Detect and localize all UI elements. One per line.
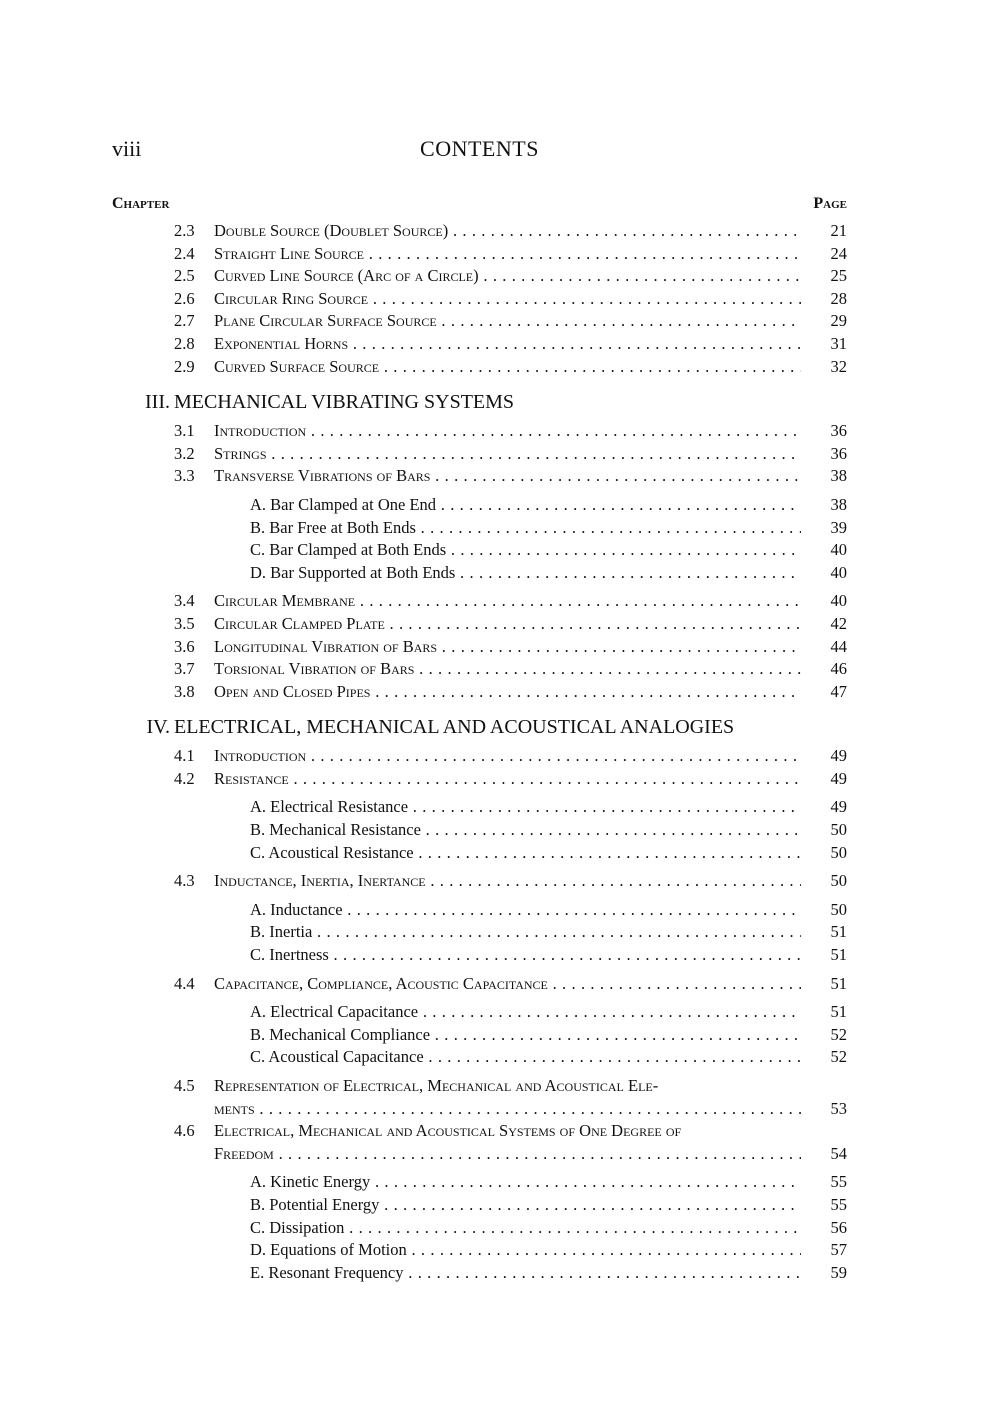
toc-subentry bbox=[112, 1046, 847, 1069]
toc-entry bbox=[112, 590, 847, 613]
toc-entry bbox=[112, 288, 847, 311]
toc-subentry bbox=[112, 562, 847, 585]
section-number: 4.5 bbox=[174, 1076, 195, 1095]
entry-title: B. Inertia . . . bbox=[250, 921, 801, 944]
toc-entry bbox=[112, 443, 847, 466]
section-number: 2.6 bbox=[174, 288, 195, 308]
entry-page-number: 21 bbox=[830, 221, 847, 240]
entry-title: B. Potential Energy . . . bbox=[250, 1194, 801, 1217]
toc-subentry bbox=[112, 1194, 847, 1217]
chapter-heading bbox=[112, 388, 847, 420]
toc-subentry bbox=[112, 1262, 847, 1285]
entry-title: Representation of Electrical, Mechanical and Acoustical Ele- bbox=[214, 1076, 659, 1095]
toc-entry bbox=[112, 465, 847, 488]
entry-title: Resistance . . . bbox=[214, 768, 801, 791]
entry-page-number: 40 bbox=[830, 591, 847, 611]
toc-entry bbox=[112, 768, 847, 791]
toc-entry bbox=[112, 1120, 847, 1143]
toc-entry bbox=[112, 356, 847, 379]
entry-title: Circular Membrane . . . bbox=[214, 590, 801, 613]
toc-subentry bbox=[112, 1217, 847, 1240]
entry-page-number: 50 bbox=[830, 871, 847, 891]
entry-title: B. Mechanical Resistance . . . bbox=[250, 819, 801, 842]
chapter-numeral: IV. bbox=[146, 716, 170, 739]
toc-entry bbox=[112, 636, 847, 659]
entry-page-number: 49 bbox=[830, 746, 847, 766]
toc-subentry bbox=[112, 517, 847, 540]
entry-title: C. Inertness . . . bbox=[250, 944, 801, 967]
section-number: 2.3 bbox=[174, 221, 195, 240]
toc-subentry bbox=[112, 944, 847, 967]
entry-title: Curved Surface Source . . . bbox=[214, 356, 801, 379]
entry-page-number: 55 bbox=[830, 1172, 847, 1192]
entry-page-number: 32 bbox=[830, 356, 847, 376]
chapter-title: ELECTRICAL, MECHANICAL AND ACOUSTICAL ANALOGIES bbox=[174, 716, 735, 739]
entry-page-number: 44 bbox=[830, 636, 847, 656]
entry-page-number: 24 bbox=[830, 243, 847, 263]
entry-page-number: 51 bbox=[830, 922, 847, 942]
toc-subentry bbox=[112, 796, 847, 819]
toc-subentry bbox=[112, 1239, 847, 1262]
chapter-title: MECHANICAL VIBRATING SYSTEMS bbox=[174, 391, 515, 414]
toc-entry bbox=[112, 658, 847, 681]
section-number: 3.8 bbox=[174, 681, 195, 701]
entry-page-number: 55 bbox=[830, 1194, 847, 1214]
entry-title: C. Acoustical Resistance . . . bbox=[250, 842, 801, 865]
entry-title: D. Bar Supported at Both Ends . . . bbox=[250, 562, 801, 585]
section-number: 3.1 bbox=[174, 421, 195, 441]
section-number: 2.9 bbox=[174, 356, 195, 376]
chapter-numeral: III. bbox=[145, 391, 170, 414]
entry-title: C. Acoustical Capacitance . . . bbox=[250, 1046, 801, 1069]
section-number: 2.7 bbox=[174, 311, 195, 331]
toc-entry bbox=[112, 973, 847, 996]
entry-title: Inductance, Inertia, Inertance . . . bbox=[214, 870, 801, 893]
toc-subentry bbox=[112, 539, 847, 562]
page-column-label: Page bbox=[813, 195, 847, 212]
entry-title: Plane Circular Surface Source . . . bbox=[214, 310, 801, 333]
entry-title: A. Bar Clamped at One End . . . bbox=[250, 494, 801, 517]
entry-title: Introduction . . . bbox=[214, 745, 801, 768]
entry-title: C. Bar Clamped at Both Ends . . . bbox=[250, 539, 801, 562]
entry-page-number: 31 bbox=[830, 333, 847, 353]
section-number: 4.3 bbox=[174, 871, 195, 891]
toc-subentry bbox=[112, 1001, 847, 1024]
entry-title: A. Electrical Capacitance . . . bbox=[250, 1001, 801, 1024]
toc-subentry bbox=[112, 842, 847, 865]
section-number: 4.6 bbox=[174, 1121, 195, 1141]
entry-title: B. Bar Free at Both Ends . . . bbox=[250, 517, 801, 540]
entry-title: Circular Clamped Plate . . . bbox=[214, 613, 801, 636]
entry-title: Open and Closed Pipes . . . bbox=[214, 681, 801, 704]
entry-page-number: 46 bbox=[830, 659, 847, 679]
section-number: 3.7 bbox=[174, 659, 195, 679]
entry-page-number: 59 bbox=[830, 1262, 847, 1282]
toc-subentry bbox=[112, 899, 847, 922]
entry-title: E. Resonant Frequency . . . bbox=[250, 1262, 801, 1285]
entry-page-number: 52 bbox=[830, 1047, 847, 1067]
entry-title: Introduction . . . bbox=[214, 420, 801, 443]
toc-subentry bbox=[112, 1024, 847, 1047]
entry-page-number: 25 bbox=[830, 266, 847, 286]
page-number: viii bbox=[112, 136, 142, 161]
toc-subentry bbox=[112, 921, 847, 944]
section-number: 4.4 bbox=[174, 973, 195, 993]
entry-page-number: 54 bbox=[830, 1143, 847, 1163]
toc-entry bbox=[112, 220, 847, 243]
entry-page-number: 50 bbox=[830, 899, 847, 919]
entry-title: C. Dissipation . . . bbox=[250, 1217, 801, 1240]
toc-entry bbox=[112, 333, 847, 356]
section-number: 4.1 bbox=[174, 746, 195, 766]
section-number: 4.2 bbox=[174, 768, 195, 788]
entry-title: Circular Ring Source . . . bbox=[214, 288, 801, 311]
entry-page-number: 38 bbox=[830, 494, 847, 514]
section-number: 3.4 bbox=[174, 591, 195, 611]
section-number: 2.4 bbox=[174, 243, 195, 263]
entry-page-number: 50 bbox=[830, 820, 847, 840]
entry-page-number: 42 bbox=[830, 613, 847, 633]
entry-page-number: 28 bbox=[830, 288, 847, 308]
toc-entry bbox=[112, 310, 847, 333]
chapter-column-label: Chapter bbox=[112, 195, 170, 212]
toc-entry bbox=[112, 1075, 847, 1098]
entry-page-number: 50 bbox=[830, 842, 847, 862]
toc-entry bbox=[112, 420, 847, 443]
entry-page-number: 40 bbox=[830, 540, 847, 560]
entry-title: Double Source (Doublet Source) . . . bbox=[214, 220, 801, 243]
toc-entry bbox=[112, 613, 847, 636]
toc-entries bbox=[112, 220, 847, 1284]
entry-title: Longitudinal Vibration of Bars . . . bbox=[214, 636, 801, 659]
toc-entry bbox=[112, 1098, 847, 1121]
entry-title: Straight Line Source . . . bbox=[214, 243, 801, 266]
section-number: 2.8 bbox=[174, 333, 195, 353]
entry-page-number: 51 bbox=[830, 973, 847, 993]
column-headers bbox=[112, 195, 847, 217]
entry-page-number: 53 bbox=[830, 1098, 847, 1118]
entry-page-number: 52 bbox=[830, 1024, 847, 1044]
entry-page-number: 49 bbox=[830, 797, 847, 817]
entry-page-number: 51 bbox=[830, 1002, 847, 1022]
entry-title: A. Kinetic Energy . . . bbox=[250, 1171, 801, 1194]
entry-page-number: 47 bbox=[830, 681, 847, 701]
toc-entry bbox=[112, 243, 847, 266]
toc-entry bbox=[112, 265, 847, 288]
entry-title: Curved Line Source (Arc of a Circle) . . . bbox=[214, 265, 801, 288]
entry-page-number: 56 bbox=[830, 1217, 847, 1237]
entry-page-number: 38 bbox=[830, 466, 847, 486]
entry-title: A. Electrical Resistance . . . bbox=[250, 796, 801, 819]
entry-page-number: 40 bbox=[830, 562, 847, 582]
entry-title: Freedom . . . bbox=[214, 1143, 801, 1166]
entry-title: A. Inductance . . . bbox=[250, 899, 801, 922]
entry-title: Transverse Vibrations of Bars . . . bbox=[214, 465, 801, 488]
entry-title: D. Equations of Motion . . . bbox=[250, 1239, 801, 1262]
section-number: 3.3 bbox=[174, 466, 195, 486]
section-number: 3.6 bbox=[174, 636, 195, 656]
entry-title: B. Mechanical Compliance . . . bbox=[250, 1024, 801, 1047]
toc-entry bbox=[112, 681, 847, 704]
entry-page-number: 49 bbox=[830, 768, 847, 788]
entry-title: Torsional Vibration of Bars . . . bbox=[214, 658, 801, 681]
page-title: CONTENTS bbox=[420, 136, 539, 161]
entry-title: Strings . . . bbox=[214, 443, 801, 466]
section-number: 3.5 bbox=[174, 613, 195, 633]
toc-subentry bbox=[112, 819, 847, 842]
chapter-heading bbox=[112, 713, 847, 745]
toc-subentry bbox=[112, 494, 847, 517]
entry-page-number: 36 bbox=[830, 421, 847, 441]
toc-entry bbox=[112, 1143, 847, 1166]
entry-title: Capacitance, Compliance, Acoustic Capacitance . . . bbox=[214, 973, 801, 996]
entry-page-number: 57 bbox=[830, 1240, 847, 1260]
toc-entry bbox=[112, 870, 847, 893]
entry-page-number: 51 bbox=[830, 945, 847, 965]
entry-page-number: 39 bbox=[830, 517, 847, 537]
toc-entry bbox=[112, 745, 847, 768]
entry-title: ments . . . bbox=[214, 1098, 801, 1121]
section-number: 3.2 bbox=[174, 443, 195, 463]
page-header bbox=[112, 136, 847, 170]
entry-page-number: 36 bbox=[830, 443, 847, 463]
entry-title: Exponential Horns . . . bbox=[214, 333, 801, 356]
toc-subentry bbox=[112, 1171, 847, 1194]
entry-title: Electrical, Mechanical and Acoustical Systems of One Degree of bbox=[214, 1121, 682, 1141]
entry-page-number: 29 bbox=[830, 311, 847, 331]
section-number: 2.5 bbox=[174, 266, 195, 286]
